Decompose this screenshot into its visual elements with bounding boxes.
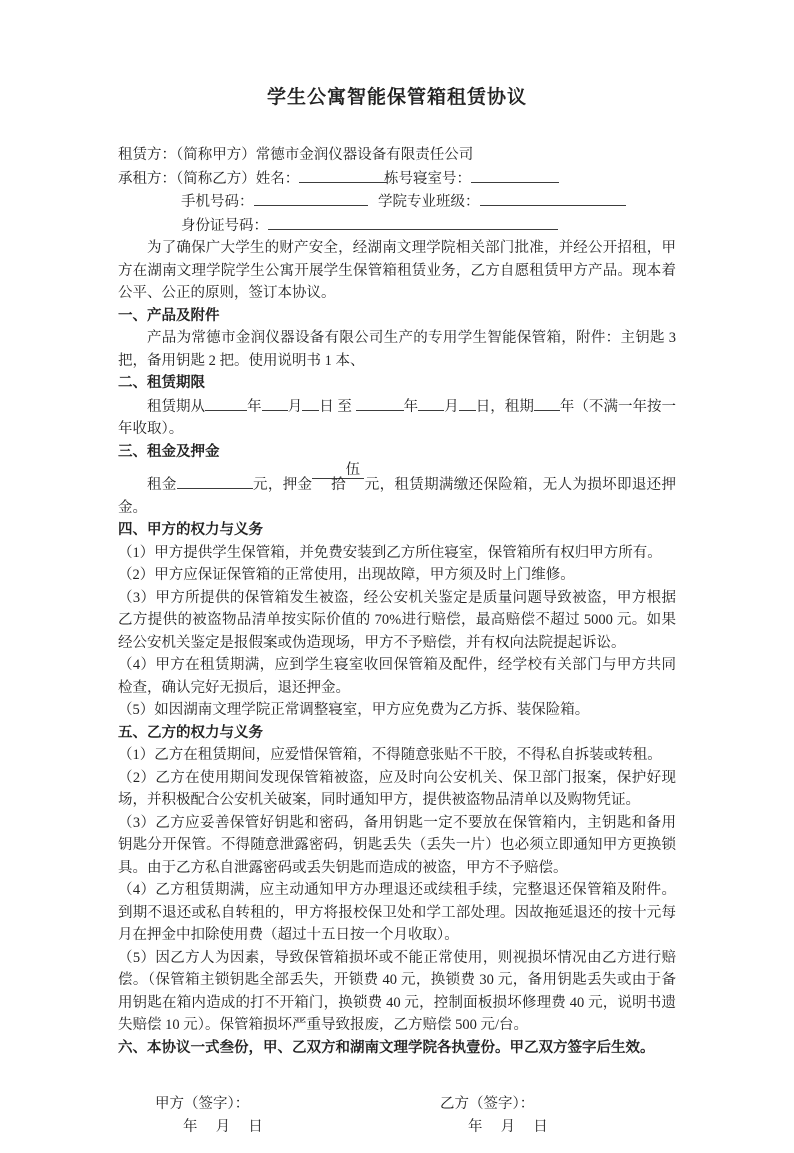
start-year-blank-field[interactable] [205, 395, 247, 411]
party-b-signature-area [440, 1093, 548, 1138]
intro-paragraph: 为了确保广大学生的财产安全，经湖南文理学院相关部门批准，并经公开招租，甲方在湖南文理学院学生公寓开展学生保管箱租赁业务，乙方自愿租赁甲方产品。现本着公平、公正的原则，签订本协议。 [118, 240, 676, 301]
text-segment: 承租方：（简称乙方）姓名： [118, 170, 300, 187]
college-label-group [378, 190, 626, 214]
text-segment: 日，租期 [475, 398, 534, 415]
party-a-date-line: 年 月 日 [183, 1118, 263, 1135]
text-segment: 身份证号码： [181, 217, 268, 234]
party-b-date-line: 年 月 日 [468, 1118, 548, 1135]
section-2-heading: 二、租赁期限 [118, 375, 205, 391]
section-4-item-2: （2）甲方应保证保管箱的正常使用，出现故障，甲方须及时上门维修。 [118, 567, 575, 583]
party-a-signature-label: 甲方（签字）： [155, 1096, 250, 1112]
section-4-heading: 四、甲方的权力与义务 [118, 522, 263, 538]
phone-label-group [181, 194, 368, 210]
college-major-class-blank-field[interactable] [480, 190, 626, 206]
section-1-heading: 一、产品及附件 [118, 307, 220, 324]
section-2-body [118, 395, 676, 441]
text-segment: 日 至 [319, 398, 356, 415]
text-segment: 学院专业班级： [378, 194, 480, 210]
phone-line [118, 190, 676, 214]
text-segment: 年 [247, 398, 262, 415]
end-day-blank-field[interactable] [459, 395, 476, 411]
text-segment: 栋号寝室号： [384, 170, 471, 187]
text-segment: 元，押金 [252, 477, 313, 493]
lessor-line: 租赁方：（简称甲方）常德市金润仪器设备有限责任公司 [118, 147, 474, 163]
rent-amount-blank-field[interactable] [177, 473, 253, 489]
text-segment: 租金 [147, 477, 177, 493]
start-day-blank-field[interactable] [302, 395, 319, 411]
text-segment: 年 [403, 398, 419, 415]
section-4-item-5: （5）如因湖南文理学院正常调整寝室，甲方应免费为乙方拆、装保险箱。 [118, 702, 590, 718]
page-title: 学生公寓智能保管箱租赁协议 [266, 87, 527, 108]
section-5-heading: 五、乙方的权力与义务 [118, 724, 263, 741]
section-1-body: 产品为常德市金润仪器设备有限公司生产的专用学生智能保管箱，附件：主钥匙 3 把，备用钥匙 2 把。使用说明书 1 本、 [118, 330, 676, 369]
id-number-line [118, 214, 676, 238]
phone-blank-field[interactable] [254, 190, 368, 206]
text-segment: 租赁期从 [147, 398, 206, 415]
section-3-body [118, 463, 676, 519]
party-b-signature-label: 乙方（签字）： [440, 1096, 535, 1112]
text-segment: 月 [287, 398, 303, 415]
dorm-room-label-group [384, 167, 559, 191]
end-year-blank-field[interactable] [356, 395, 404, 411]
name-blank-field[interactable] [299, 167, 387, 183]
section-5-item-3: （3）乙方应妥善保管好钥匙和密码，备用钥匙一定不要放在保管箱内，主钥匙和备用钥匙分开保管。不得随意泄露密码，钥匙丢失（丢失一片）也必须立即通知甲方更换锁具。由于乙方私自泄露密码或丢失钥匙而造成的被盗，甲方不予赔偿。 [118, 814, 676, 876]
section-5-item-2: （2）乙方在使用期间发现保管箱被盗，应及时向公安机关、保卫部门报案，保护好现场，并积极配合公安机关破案，同时通知甲方，提供被盗物品清单以及购物凭证。 [118, 769, 676, 808]
dorm-room-blank-field[interactable] [471, 167, 559, 183]
section-3-heading: 三、租金及押金 [118, 443, 220, 460]
deposit-amount-blank-field[interactable]: 伍拾 [312, 463, 364, 479]
lessee-line [118, 167, 676, 191]
party-a-signature-area [155, 1093, 676, 1138]
text-segment: 年（不满一年按一年收取）。 [118, 398, 677, 437]
section-4-item-1: （1）甲方提供学生保管箱，并免费安装到乙方所住寝室，保管箱所有权归甲方所有。 [118, 544, 662, 561]
section-6-heading: 六、本协议一式叁份，甲、乙双方和湖南文理学院各执壹份。甲乙双方签字后生效。 [118, 1039, 655, 1056]
section-5-item-4: （4）乙方租赁期满，应主动通知甲方办理退还或续租手续，完整退还保管箱及附件。到期不退还或私自转租的，甲方将报校保卫处和学工部处理。因故拖延退还的按十元每月在押金中扣除使用费（超过十五日按一个月收取）。 [118, 882, 676, 943]
text-segment: 手机号码： [181, 194, 254, 210]
lessee-name-label-group [118, 171, 387, 187]
signature-block [118, 1093, 676, 1153]
id-label-group [181, 218, 558, 234]
id-number-blank-field[interactable] [268, 214, 558, 230]
start-month-blank-field[interactable] [262, 395, 288, 411]
end-month-blank-field[interactable] [418, 395, 444, 411]
text-segment: 元，租赁期满缴还保险箱，无人为损坏即退还押金。 [118, 477, 677, 516]
section-5-item-1: （1）乙方在租赁期间，应爱惜保管箱，不得随意张贴不干胶，不得私自拆装或转租。 [118, 747, 662, 763]
section-4-item-3: （3）甲方所提供的保管箱发生被盗，经公安机关鉴定是质量问题导致被盗，甲方根据乙方提供的被盗物品清单按实际价值的 70%进行赔偿，最高赔偿不超过 5000 元。如果经公安机关鉴定是报假案或伪造现场，甲方不予赔偿，并有权向法院提起诉讼。 [118, 589, 676, 651]
text-segment: 月 [444, 398, 459, 415]
section-4-item-4: （4）甲方在租赁期满，应到学生寝室收回保管箱及配件，经学校有关部门与甲方共同检查，确认完好无损后，退还押金。 [118, 657, 676, 696]
section-5-item-5: （5）因乙方人为因素，导致保管箱损坏或不能正常使用，则视损坏情况由乙方进行赔偿。（保管箱主锁钥匙全部丢失，开锁费 40 元，换锁费 30 元，备用钥匙丢失或由于备用钥匙在箱内造成的打不开箱门，换锁费 40 元，控制面板损坏修理费 40 元，说明书遗失赔偿 10 元）。保管箱损坏严重导致报废，乙方赔偿 500 元/台。 [118, 949, 676, 1033]
term-years-blank-field[interactable] [534, 395, 560, 411]
